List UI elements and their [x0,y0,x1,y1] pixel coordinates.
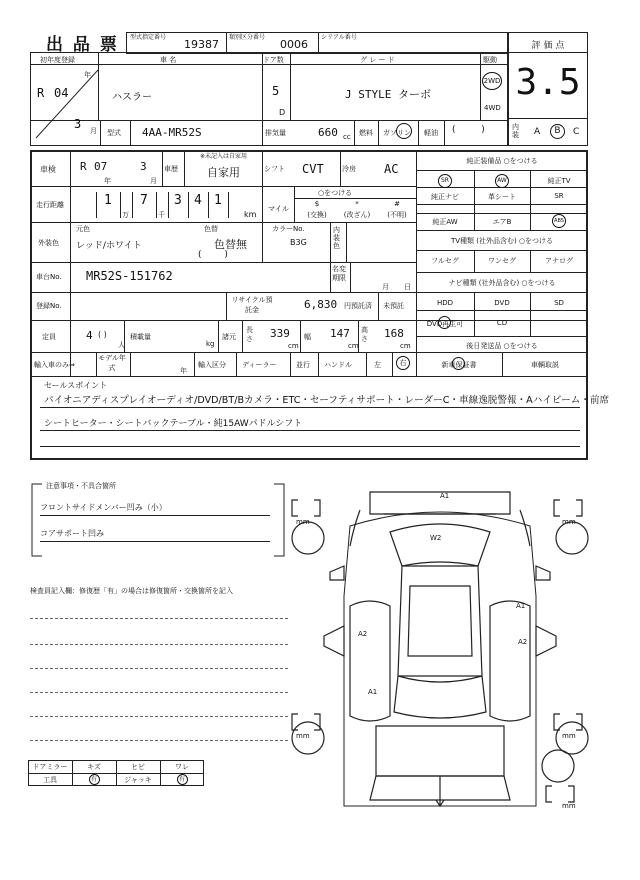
wid: 147 [330,327,350,340]
legend-r1c1: ドアミラー [32,763,68,771]
class-label: 類別区分番号 [229,34,266,41]
history: 自家用 [207,166,240,179]
import-label: 輸入車のみ⇒ [34,361,75,369]
score-value: 3.5 [515,62,581,103]
mileage-d4: 4 [194,193,202,208]
rename-label: 名変期限 [332,265,346,282]
interior-b-circled: B [550,124,565,139]
nav-r1c1: HDD [436,299,454,307]
mileage-s1b: (交換) [307,211,327,219]
len-label: 長さ [246,326,253,343]
model-year-label: モデル年式 [98,354,126,372]
shift: CVT [302,162,324,176]
legend-r2c3: ジャッキ [124,776,152,784]
fuel-gas: ガソリン [383,129,411,137]
rename-tsuki: 月 [382,283,389,291]
tv-header: TV種類 (社外品含む) ○をつける [450,237,554,245]
cool: AC [384,162,399,176]
later-item-2: 車輌取説 [531,361,559,369]
row1-drive-label: 駆動 [483,56,497,64]
notes-line-1: フロントサイドメンバー凹み（小） [40,503,167,512]
car-name: ハスラー [112,92,152,103]
recycle-yen: 円預託済 [344,302,372,310]
inspector-label: 検査員記入欄：修復歴「有」の場合は修復箇所・交換箇所を記入 [30,587,233,595]
equip-r1c1-circled: SR [438,174,452,188]
diagram-mark-1: A1 [440,492,450,500]
color-change: 色替無 [214,238,247,251]
import-cat-label: 輸入区分 [198,361,226,369]
tv-item-3: アナログ [545,257,573,265]
equip-r2c2: 革シート [488,193,516,201]
mm-unit-3: mm [296,732,310,740]
handle-label: ハンドル [324,361,352,369]
mileage-d3: 3 [174,193,182,208]
legend-r2c4 [160,774,204,785]
nen-label: 年 [84,71,91,79]
chassis-value: MR52S-151762 [86,269,173,283]
row1-name-label: 車 名 [160,56,177,64]
type-no: 19387 [184,38,219,51]
interior-c: C [573,127,580,137]
model: 4AA-MR52S [142,126,202,139]
import-dealer: ディーラー [242,361,277,369]
row1-doors-label: ドア数 [263,56,284,64]
model-label: 型式 [107,129,121,137]
sales-label: セールスポイント [44,381,108,390]
mileage-d2: 7 [140,193,148,208]
handle-left: 左 [374,361,381,369]
unpaid: 未預託 [383,302,404,310]
hgt-label: 高さ [361,326,368,343]
fuel-gas-circle [396,123,412,139]
mileage-s2b: (改ざん) [343,211,371,219]
equip-r3c3 [530,214,588,228]
capacity-label: 定員 [42,333,56,341]
fuel-paren: ( ) [452,125,485,135]
nav-r2c1: DVD再生可 [426,320,464,328]
handle-right-circled: 右 [396,356,410,370]
notes-bracket [28,480,288,560]
sales-line-2: シートヒーター・シートバックテーブル・純15AWパドルシフト [44,419,303,429]
later-item-1: 新車保証書 [441,361,477,369]
fuel-label: 燃料 [359,129,373,137]
equip-r3c1: 純正AW [432,218,458,226]
legend-r2c2 [72,774,116,785]
mileage-note: ○をつける [318,189,353,197]
equip-r2c1: 純正ナビ [431,193,459,201]
nav-r1c3: SD [554,299,564,307]
first-reg-month: 3 [74,117,82,131]
car-diagram [290,476,590,816]
mm-unit-4: mm [562,732,576,740]
diagram-mark-4: A2 [358,630,368,638]
history-label: 車歴 [164,165,178,173]
color-code-label: カラーNo. [272,225,305,233]
equip-header: 純正装備品 ○をつける [466,157,538,165]
load-label: 積載量 [130,333,151,341]
inspection-month: 3 [140,160,147,173]
mileage-s1: $ [314,200,320,208]
cc-unit: cc [343,133,351,141]
notes-line-2: コアサポート凹み [40,529,104,538]
door-type: D [279,108,286,117]
chassis-label: 車台No. [36,273,62,281]
drive-4wd: 4WD [484,104,501,112]
registration-label: 登録No. [36,302,62,310]
equip-r3c2: エアB [492,218,512,226]
later-item-1-circle [452,357,465,370]
mileage-label: 走行距離 [36,201,64,209]
legend-r1c3: ヒビ [131,763,145,771]
legend-tool-yes: 有 [89,774,100,785]
wid-cm: cm [348,342,359,350]
color-orig-label: 元色 [76,225,90,233]
cool-label: 冷房 [342,165,356,173]
type-label: 型式指定番号 [130,34,167,41]
tsuki-label: 月 [90,127,97,135]
diagram-mark-2: W2 [430,534,442,542]
color-orig: レッド/ホワイト [76,241,142,251]
inspection-era: R [80,160,87,173]
tv-item-2: ワンセグ [488,257,516,265]
legend-r2c1: 工具 [43,776,57,784]
shift-label: シフト [264,165,285,173]
title: 出 品 票 [46,35,119,55]
tv-item-1: フルセグ [431,257,459,265]
inspection-nen: 年 [104,177,111,185]
row1-grade-label: グ レ ー ド [360,56,395,64]
equip-r3c3-circled: ABS [552,214,566,228]
hgt: 168 [384,327,404,340]
nav-header: ナビ種類 (社外品含む) ○をつける [448,279,556,287]
nav-dvd-circle [438,316,451,329]
history-note: ※未記入は自家用 [200,153,248,160]
color-change-paren: ( ) [198,250,228,260]
mm-unit-2: mm [562,518,576,526]
recycle: 6,830 [304,298,338,311]
color-code: B3G [290,238,307,247]
interior-a: A [534,127,541,137]
import-parallel: 並行 [296,361,310,369]
legend-jack-yes: 有 [177,774,188,785]
score-label: 評 価 点 [531,41,565,51]
serial-label: シリアル番号 [321,34,357,41]
wid-label: 幅 [304,333,311,341]
mileage-s3: # [394,200,400,208]
equip-r1c2-circled: AW [495,174,509,188]
class-no: 0006 [280,38,308,51]
len: 339 [270,327,290,340]
capacity-nin: 人 [118,341,125,349]
capacity-value: 4 [86,329,93,342]
equip-r1c3: 純正TV [547,177,571,185]
dims-label: 諸元 [222,333,236,341]
inspection-tsuki: 月 [150,177,157,185]
inspection-label: 車検 [40,165,56,174]
later-header: 後日発送品 ○をつける [466,342,538,350]
mm-unit-1: mm [296,518,310,526]
mile-label: マイル [268,205,289,213]
hgt-cm: cm [400,342,411,350]
inspection-year: 07 [94,160,108,173]
equip-r1c2 [474,174,530,188]
nav-r1c2: DVD [494,299,510,307]
interior-color-label: 内装色 [333,226,340,250]
capacity-paren: ( ) [98,330,107,339]
mileage-km: km [244,210,257,219]
equip-r2c3: SR [554,192,564,200]
import-nen: 年 [180,367,187,375]
legend-r1c4: ワレ [175,763,189,771]
sales-line-1: パイオニアディスプレイオーディオ/DVD/BT/Bカメラ・ETC・セーフティサポート・レーダーC・車線逸脱警報・Aハイビーム・前席 [44,395,610,406]
rename-hi: 日 [404,283,411,291]
color-change-label: 色替 [204,225,218,233]
notes-label: 注意事項・不具合箇所 [46,482,116,490]
color-label: 外装色 [38,239,59,247]
mileage-s2: * [355,200,359,208]
first-reg-label: 初年度登録 [40,56,75,64]
first-reg-era: R [37,86,45,100]
mileage-d1: 1 [104,193,112,208]
mileage-man: 万 [122,211,129,219]
grade: J STYLE ターボ [345,88,431,101]
mileage-d5: 1 [214,193,222,208]
diagram-mark-6: A1 [368,688,378,696]
load-kg: kg [206,340,215,348]
doors: 5 [272,84,280,98]
interior-label: 内装 [512,123,519,139]
mileage-sen: 千 [158,211,165,219]
mileage-s3b: (不明) [387,211,407,219]
equip-r1c1 [416,174,474,188]
nav-r2c2: CD [496,319,508,327]
recycle-label: リサイクル預託金 [231,296,273,314]
drive-2wd-circled: 2WD [482,72,502,90]
fuel-light: 軽油 [424,129,438,137]
len-cm: cm [288,342,299,350]
cc: 660 [318,126,338,139]
legend-r1c2: キズ [87,763,101,771]
mm-unit-5: mm [562,802,576,810]
diagram-mark-5: A2 [518,638,528,646]
first-reg-year: 04 [54,86,69,100]
diagram-mark-3: A1 [516,602,526,610]
cc-label: 排気量 [265,129,286,137]
